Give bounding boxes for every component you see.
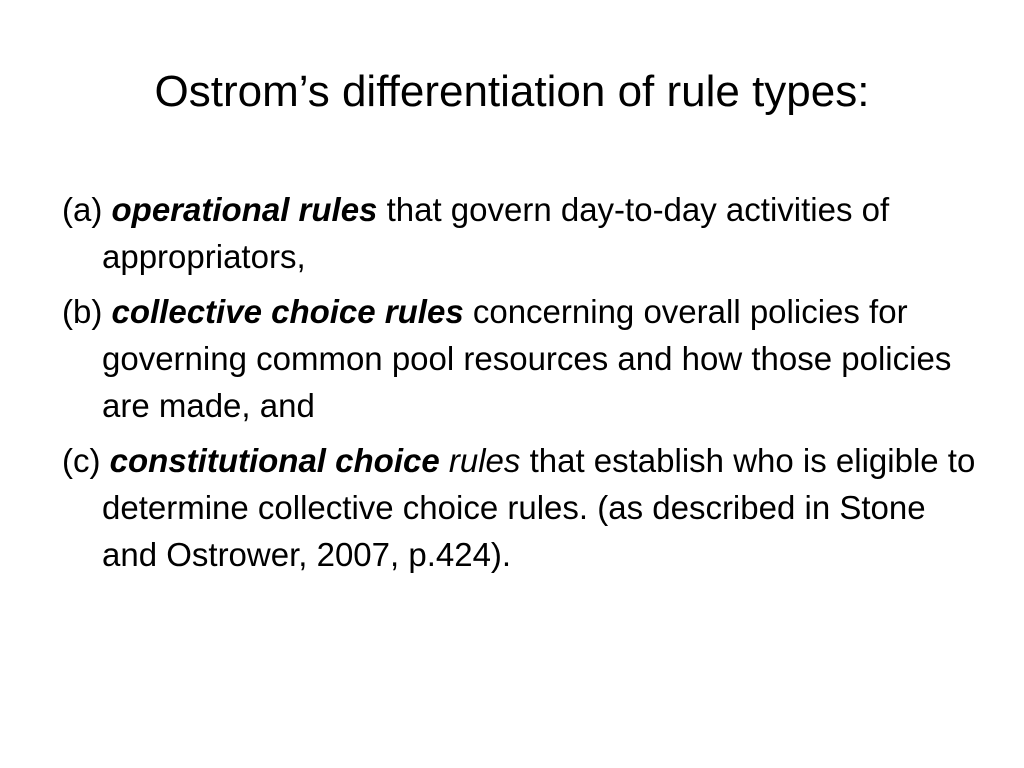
item-b-term: collective choice rules: [111, 293, 464, 330]
item-b-text: concerning overall policies for governing common pool resources and how those policies are made, and: [102, 293, 952, 424]
slide-title: Ostrom’s differentiation of rule types:: [154, 67, 870, 116]
item-c-term: constitutional choice: [109, 442, 440, 479]
list-item-b: [62, 288, 982, 429]
list-item-a: [62, 186, 982, 280]
item-a-term: operational rules: [111, 191, 378, 228]
item-a-text: that govern day-to-day activities of appropriators,: [102, 191, 890, 275]
item-c-text: that establish who is eligible to determine collective choice rules. (as described in Stone and Ostrower, 2007, p.424).: [102, 442, 976, 573]
rule-types-list: [62, 186, 982, 586]
list-item-c: [62, 437, 982, 578]
item-b-marker: (b): [62, 293, 112, 330]
item-a-marker: (a): [62, 191, 112, 228]
item-c-term-extra: rules: [439, 442, 521, 479]
item-c-marker: (c): [62, 442, 110, 479]
